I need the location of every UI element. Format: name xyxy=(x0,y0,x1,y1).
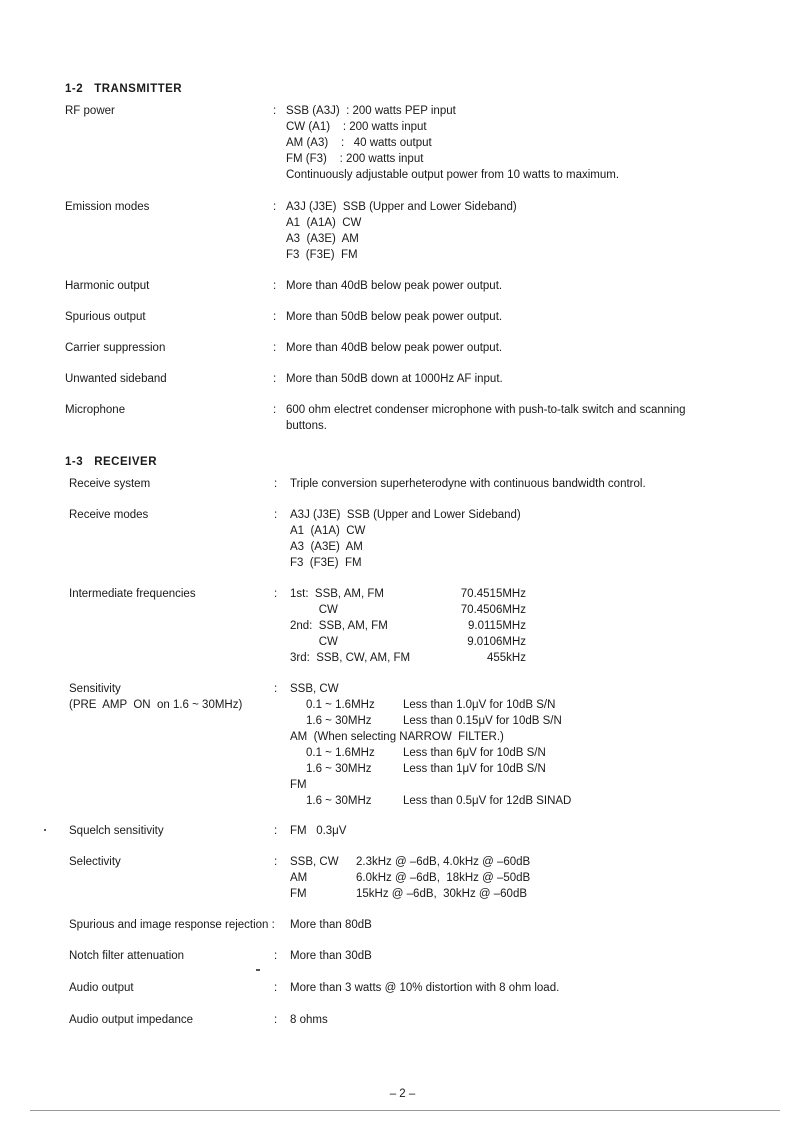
receive-system-value: Triple conversion superheterodyne with continuous bandwidth control. xyxy=(290,478,646,490)
colon: : xyxy=(274,982,278,994)
sensitivity-range: 1.6 ~ 30MHz xyxy=(306,795,372,807)
colon: : xyxy=(273,280,277,292)
rf-power-line: CW (A1) : 200 watts input xyxy=(286,121,427,133)
receive-system-label: Receive system xyxy=(69,478,151,490)
colon: : xyxy=(274,683,278,695)
if-row-freq: 70.4515MHz xyxy=(460,588,526,600)
section-heading-receiver: 1-3 RECEIVER xyxy=(65,456,157,468)
rf-power-line: FM (F3) : 200 watts input xyxy=(286,153,424,165)
sensitivity-value: Less than 0.5μV for 12dB SINAD xyxy=(403,795,572,807)
if-row-name: 2nd: SSB, AM, FM xyxy=(290,620,388,632)
colon: : xyxy=(274,856,278,868)
colon: : xyxy=(273,311,277,323)
receive-mode-line: F3 (F3E) FM xyxy=(290,557,362,569)
selectivity-label: Selectivity xyxy=(69,856,121,868)
colon: : xyxy=(274,478,278,490)
audio-output-label: Audio output xyxy=(69,982,134,994)
section-heading-transmitter: 1-2 TRANSMITTER xyxy=(65,83,183,95)
selectivity-value: 2.3kHz @ –6dB, 4.0kHz @ –60dB xyxy=(356,856,531,868)
colon: : xyxy=(273,201,277,213)
emission-mode-line: A1 (A1A) CW xyxy=(286,217,362,229)
unwanted-sideband-value: More than 50dB down at 1000Hz AF input. xyxy=(286,373,503,385)
squelch-sensitivity-label: Squelch sensitivity xyxy=(69,825,164,837)
rf-power-line: AM (A3) : 40 watts output xyxy=(286,137,432,149)
bottom-scan-line xyxy=(30,1110,780,1111)
colon: : xyxy=(274,588,278,600)
sensitivity-range: 0.1 ~ 1.6MHz xyxy=(306,747,375,759)
notch-filter-value: More than 30dB xyxy=(290,950,372,962)
sensitivity-range: 1.6 ~ 30MHz xyxy=(306,763,372,775)
audio-impedance-value: 8 ohms xyxy=(290,1014,328,1026)
selectivity-value: 6.0kHz @ –6dB, 18kHz @ –50dB xyxy=(356,872,531,884)
notch-filter-label: Notch filter attenuation xyxy=(69,950,185,962)
if-row-name: 3rd: SSB, CW, AM, FM xyxy=(290,652,411,664)
intermediate-frequencies-label: Intermediate frequencies xyxy=(69,588,196,600)
if-row-name: CW xyxy=(290,636,338,648)
colon: : xyxy=(273,404,277,416)
unwanted-sideband-label: Unwanted sideband xyxy=(65,373,167,385)
if-row-name: 1st: SSB, AM, FM xyxy=(290,588,384,600)
sensitivity-am-heading: AM (When selecting NARROW FILTER.) xyxy=(290,731,504,743)
sensitivity-value: Less than 1.0μV for 10dB S/N xyxy=(403,699,556,711)
if-row-freq: 9.0115MHz xyxy=(468,620,526,632)
spurious-output-value: More than 50dB below peak power output. xyxy=(286,311,503,323)
colon: : xyxy=(273,373,277,385)
emission-mode-line: A3J (J3E) SSB (Upper and Lower Sideband) xyxy=(286,201,517,213)
sensitivity-value: Less than 6μV for 10dB S/N xyxy=(403,747,546,759)
emission-modes-label: Emission modes xyxy=(65,201,150,213)
sensitivity-fm-heading: FM xyxy=(290,779,307,791)
sensitivity-sublabel: (PRE AMP ON on 1.6 ~ 30MHz) xyxy=(69,699,243,711)
spurious-output-label: Spurious output xyxy=(65,311,146,323)
colon: : xyxy=(273,342,277,354)
rf-power-line: Continuously adjustable output power from 10 watts to maximum. xyxy=(286,169,620,181)
microphone-line: 600 ohm electret condenser microphone with push-to-talk switch and scanning xyxy=(286,404,686,416)
colon: : xyxy=(274,950,278,962)
selectivity-mode: SSB, CW xyxy=(290,856,339,868)
rf-power-label: RF power xyxy=(65,105,115,117)
sensitivity-label: Sensitivity xyxy=(69,683,121,695)
sensitivity-value: Less than 0.15μV for 10dB S/N xyxy=(403,715,562,727)
audio-output-value: More than 3 watts @ 10% distortion with 8 ohm load. xyxy=(290,982,560,994)
colon: : xyxy=(273,105,277,117)
if-row-freq: 70.4506MHz xyxy=(460,604,526,616)
colon: : xyxy=(274,1014,278,1026)
rf-power-line: SSB (A3J) : 200 watts PEP input xyxy=(286,105,456,117)
sensitivity-value: Less than 1μV for 10dB S/N xyxy=(403,763,546,775)
scan-speck xyxy=(256,969,260,971)
carrier-suppression-label: Carrier suppression xyxy=(65,342,166,354)
selectivity-value: 15kHz @ –6dB, 30kHz @ –60dB xyxy=(356,888,528,900)
microphone-line: buttons. xyxy=(286,420,327,432)
receive-modes-label: Receive modes xyxy=(69,509,149,521)
sensitivity-ssb-cw-heading: SSB, CW xyxy=(290,683,339,695)
colon: : xyxy=(274,509,278,521)
page-number: – 2 – xyxy=(389,1088,416,1100)
selectivity-mode: FM xyxy=(290,888,307,900)
emission-mode-line: A3 (A3E) AM xyxy=(286,233,359,245)
harmonic-output-value: More than 40dB below peak power output. xyxy=(286,280,503,292)
receive-mode-line: A1 (A1A) CW xyxy=(290,525,366,537)
spurious-image-rejection-value: More than 80dB xyxy=(290,919,372,931)
audio-impedance-label: Audio output impedance xyxy=(69,1014,194,1026)
if-row-freq: 455kHz xyxy=(487,652,526,664)
selectivity-mode: AM xyxy=(290,872,308,884)
microphone-label: Microphone xyxy=(65,404,126,416)
if-row-freq: 9.0106MHz xyxy=(467,636,526,648)
receive-mode-line: A3J (J3E) SSB (Upper and Lower Sideband) xyxy=(290,509,521,521)
colon: : xyxy=(274,825,278,837)
receive-mode-line: A3 (A3E) AM xyxy=(290,541,363,553)
sensitivity-range: 1.6 ~ 30MHz xyxy=(306,715,372,727)
harmonic-output-label: Harmonic output xyxy=(65,280,150,292)
scan-speck xyxy=(44,829,46,831)
if-row-name: CW xyxy=(290,604,338,616)
squelch-sensitivity-value: FM 0.3μV xyxy=(290,825,347,837)
emission-mode-line: F3 (F3E) FM xyxy=(286,249,358,261)
spurious-image-rejection-label: Spurious and image response rejection : xyxy=(69,919,275,931)
carrier-suppression-value: More than 40dB below peak power output. xyxy=(286,342,503,354)
sensitivity-range: 0.1 ~ 1.6MHz xyxy=(306,699,375,711)
